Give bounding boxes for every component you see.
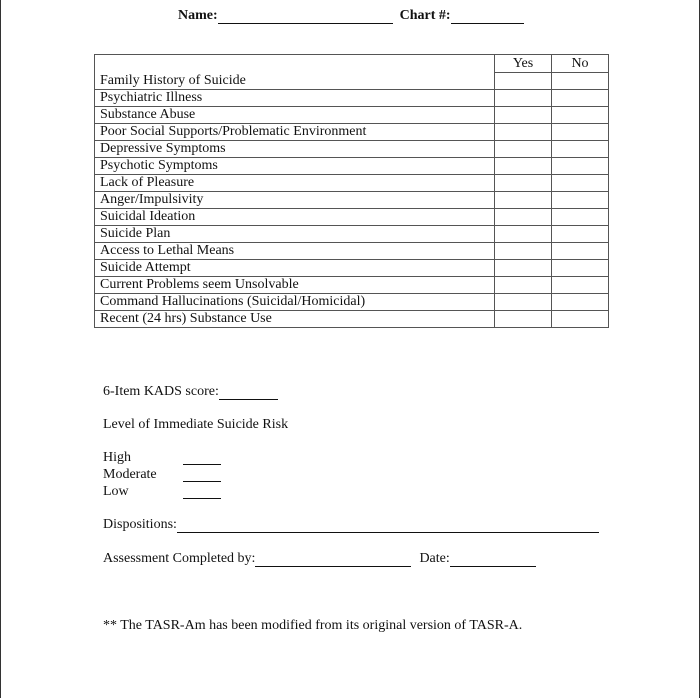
no-checkbox-cell[interactable] (552, 192, 609, 209)
yes-checkbox-cell[interactable] (495, 192, 552, 209)
risk-factor-label: Psychotic Symptoms (95, 158, 495, 175)
risk-factor-label: Suicide Attempt (95, 260, 495, 277)
table-row (95, 260, 609, 277)
table-row (95, 107, 609, 124)
no-checkbox-cell[interactable] (552, 260, 609, 277)
yes-checkbox-cell[interactable] (495, 175, 552, 192)
date-label: Date: (419, 551, 450, 566)
risk-factor-label: Access to Lethal Means (95, 243, 495, 260)
kads-score-label: 6-Item KADS score: (103, 384, 219, 399)
risk-factor-label: Depressive Symptoms (95, 141, 495, 158)
risk-factor-label: Command Hallucinations (Suicidal/Homicidal) (95, 294, 495, 311)
yes-checkbox-cell[interactable] (495, 124, 552, 141)
risk-factor-label: Family History of Suicide (95, 73, 495, 90)
dispositions-label: Dispositions: (103, 517, 177, 532)
risk-level-high-field[interactable] (183, 450, 221, 465)
risk-factor-label: Current Problems seem Unsolvable (95, 277, 495, 294)
table-header-row (95, 55, 609, 73)
table-row (95, 73, 609, 90)
table-row (95, 243, 609, 260)
table-row (95, 141, 609, 158)
risk-factor-label: Anger/Impulsivity (95, 192, 495, 209)
yes-checkbox-cell[interactable] (495, 141, 552, 158)
yes-checkbox-cell[interactable] (495, 90, 552, 107)
table-row (95, 294, 609, 311)
no-checkbox-cell[interactable] (552, 226, 609, 243)
table-row (95, 209, 609, 226)
column-header-yes: Yes (495, 55, 552, 73)
no-checkbox-cell[interactable] (552, 158, 609, 175)
assessment-label: Assessment Completed by: (103, 551, 256, 566)
yes-checkbox-cell[interactable] (495, 158, 552, 175)
column-header-no: No (552, 55, 609, 73)
yes-checkbox-cell[interactable] (495, 243, 552, 260)
table-row (95, 90, 609, 107)
risk-level-low-field[interactable] (183, 484, 221, 499)
risk-factor-label: Suicidal Ideation (95, 209, 495, 226)
yes-checkbox-cell[interactable] (495, 260, 552, 277)
name-field[interactable] (218, 9, 393, 24)
no-checkbox-cell[interactable] (552, 107, 609, 124)
risk-factor-label: Poor Social Supports/Problematic Environment (95, 124, 495, 141)
risk-factor-table (94, 54, 609, 328)
table-row (95, 124, 609, 141)
chart-label: Chart #: (399, 8, 451, 23)
table-row (95, 175, 609, 192)
kads-score (103, 384, 278, 400)
risk-level-low-label: Low (103, 484, 129, 499)
no-checkbox-cell[interactable] (552, 73, 609, 90)
form-header (178, 8, 524, 24)
no-checkbox-cell[interactable] (552, 141, 609, 158)
risk-level-title: Level of Immediate Suicide Risk (103, 417, 289, 432)
yes-checkbox-cell[interactable] (495, 107, 552, 124)
no-checkbox-cell[interactable] (552, 294, 609, 311)
risk-factor-label: Suicide Plan (95, 226, 495, 243)
footnote: ** The TASR-Am has been modified from its original version of TASR-A. (103, 618, 523, 633)
risk-factor-label: Psychiatric Illness (95, 90, 495, 107)
yes-checkbox-cell[interactable] (495, 311, 552, 328)
no-checkbox-cell[interactable] (552, 311, 609, 328)
yes-checkbox-cell[interactable] (495, 277, 552, 294)
risk-factor-label: Substance Abuse (95, 107, 495, 124)
yes-checkbox-cell[interactable] (495, 73, 552, 90)
kads-score-field[interactable] (219, 385, 278, 400)
dispositions (103, 517, 599, 533)
risk-level-high-label: High (103, 450, 131, 465)
no-checkbox-cell[interactable] (552, 209, 609, 226)
no-checkbox-cell[interactable] (552, 175, 609, 192)
table-row (95, 226, 609, 243)
header-blank-cell (95, 55, 495, 73)
risk-factor-label: Lack of Pleasure (95, 175, 495, 192)
risk-factor-label: Recent (24 hrs) Substance Use (95, 311, 495, 328)
assessment-row (103, 551, 536, 567)
table-row (95, 277, 609, 294)
table-row (95, 311, 609, 328)
chart-number-field[interactable] (451, 9, 524, 24)
yes-checkbox-cell[interactable] (495, 294, 552, 311)
risk-level-moderate-label: Moderate (103, 467, 157, 482)
table-row (95, 192, 609, 209)
yes-checkbox-cell[interactable] (495, 209, 552, 226)
table-row (95, 158, 609, 175)
name-label: Name: (178, 8, 218, 23)
no-checkbox-cell[interactable] (552, 90, 609, 107)
yes-checkbox-cell[interactable] (495, 226, 552, 243)
risk-level-moderate-field[interactable] (183, 467, 221, 482)
no-checkbox-cell[interactable] (552, 243, 609, 260)
dispositions-field[interactable] (177, 518, 599, 533)
date-field[interactable] (450, 552, 536, 567)
no-checkbox-cell[interactable] (552, 277, 609, 294)
assessment-completed-by-field[interactable] (255, 552, 411, 567)
no-checkbox-cell[interactable] (552, 124, 609, 141)
